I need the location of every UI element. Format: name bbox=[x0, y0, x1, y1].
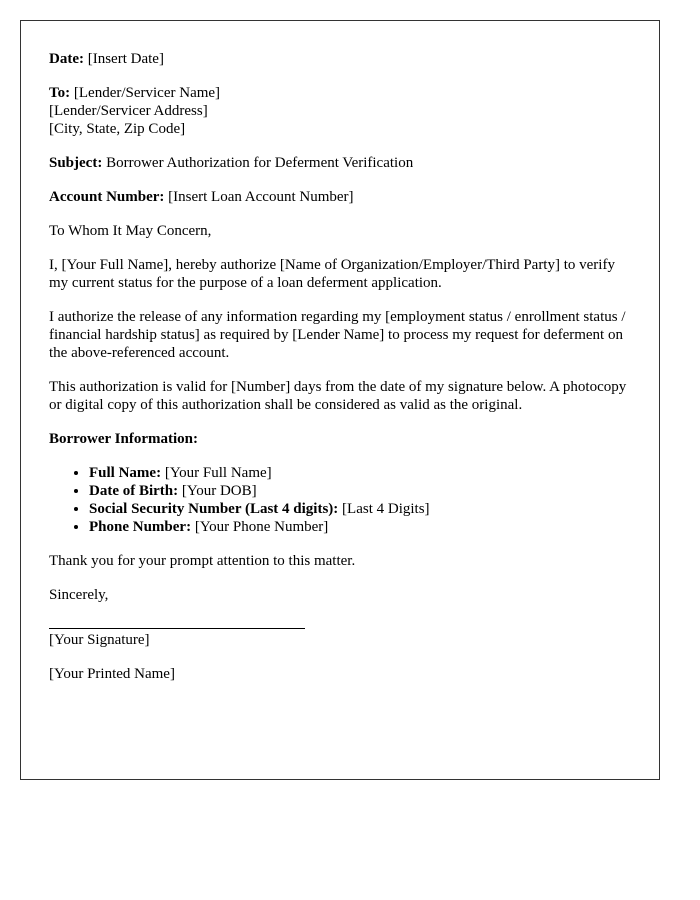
borrower-info-list bbox=[49, 464, 631, 536]
dob-label: Date of Birth: bbox=[89, 483, 179, 499]
list-item-full-name bbox=[89, 464, 631, 482]
ssn-value: [Last 4 Digits] bbox=[342, 501, 430, 517]
signature-line bbox=[49, 628, 305, 629]
date-value: [Insert Date] bbox=[87, 51, 164, 67]
recipient-city-state-zip: [City, State, Zip Code] bbox=[49, 121, 186, 137]
phone-value: [Your Phone Number] bbox=[194, 519, 329, 535]
thanks-line: Thank you for your prompt attention to this matter. bbox=[49, 553, 356, 569]
list-item-phone bbox=[89, 518, 631, 536]
borrower-info-heading-text: Borrower Information: bbox=[49, 431, 199, 447]
subject-line bbox=[49, 154, 631, 172]
recipient-address: [Lender/Servicer Address] bbox=[49, 103, 208, 119]
ssn-label: Social Security Number (Last 4 digits): bbox=[89, 501, 339, 517]
recipient-block bbox=[49, 84, 631, 138]
salutation: To Whom It May Concern, bbox=[49, 223, 212, 239]
account-number-value: [Insert Loan Account Number] bbox=[168, 189, 354, 205]
account-number-line bbox=[49, 188, 631, 206]
account-number-label: Account Number: bbox=[49, 189, 165, 205]
phone-label: Phone Number: bbox=[89, 519, 192, 535]
full-name-label: Full Name: bbox=[89, 465, 162, 481]
date-label: Date: bbox=[49, 51, 84, 67]
letter-page bbox=[20, 20, 660, 780]
list-item-dob bbox=[89, 482, 631, 500]
borrower-info-heading bbox=[49, 430, 631, 448]
list-item-ssn bbox=[89, 500, 631, 518]
dob-value: [Your DOB] bbox=[181, 483, 257, 499]
subject-label: Subject: bbox=[49, 155, 103, 171]
sign-off: Sincerely, bbox=[49, 587, 109, 603]
full-name-value: [Your Full Name] bbox=[164, 465, 272, 481]
printed-name-placeholder: [Your Printed Name] bbox=[49, 666, 175, 682]
subject-value: Borrower Authorization for Deferment Verification bbox=[106, 155, 414, 171]
release-paragraph: I authorize the release of any information regarding my [employment status / enrollment status / financial hardship status] as required by [Lender Name] to process my request for deferment on the above-referenced account. bbox=[49, 309, 626, 361]
signature-placeholder: [Your Signature] bbox=[49, 632, 150, 648]
to-label: To: bbox=[49, 85, 71, 101]
validity-paragraph: This authorization is valid for [Number] days from the date of my signature below. A photocopy or digital copy of this authorization shall be considered as valid as the original. bbox=[49, 379, 627, 413]
recipient-name: [Lender/Servicer Name] bbox=[73, 85, 221, 101]
authorization-paragraph: I, [Your Full Name], hereby authorize [Name of Organization/Employer/Third Party] to verify my current status for the purpose of a loan deferment application. bbox=[49, 257, 615, 291]
date-line bbox=[49, 50, 631, 68]
